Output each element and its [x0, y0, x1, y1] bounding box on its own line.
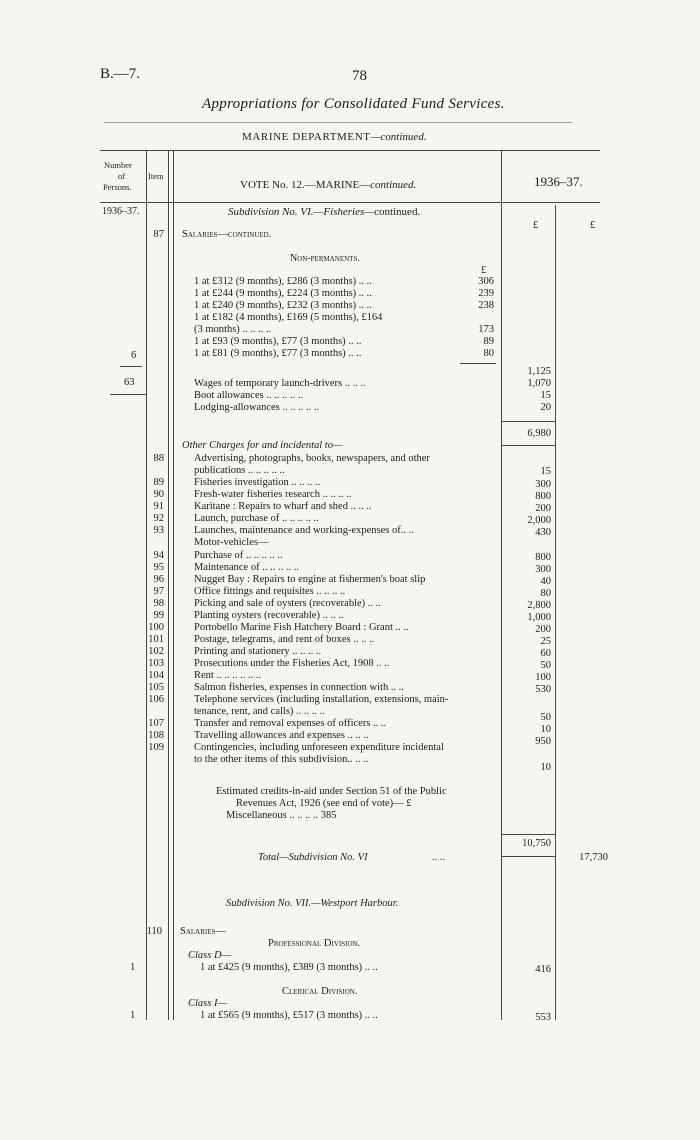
charge-row: Transfer and removal expenses of officers .. ..: [194, 718, 387, 729]
persons-header-3: Persons.: [103, 182, 132, 192]
item-number: 97: [153, 586, 164, 597]
page-title: Appropriations for Consolidated Fund Services.: [202, 96, 505, 112]
persons-header-2: of: [118, 171, 126, 181]
staff-row: (3 months) .. .. .. ..: [194, 324, 272, 335]
charge-amount: 15: [540, 466, 551, 477]
charge-amount: 2,000: [527, 515, 551, 526]
charge-row: Picking and sale of oysters (recoverable) .. ..: [194, 598, 381, 609]
staff-amount: 89: [483, 336, 494, 347]
charge-amount: 300: [535, 564, 551, 575]
staff-amount: 306: [478, 276, 494, 287]
item-number: 100: [148, 622, 164, 633]
item-number: 105: [148, 682, 164, 693]
item-number: 104: [148, 670, 164, 681]
charge-row: Travelling allowances and expenses .. .. ..: [194, 730, 369, 741]
charge-amount: 60: [540, 648, 551, 659]
class-d-amount: 416: [535, 964, 551, 975]
class-d-persons: 1: [130, 962, 136, 973]
charge-row: Rent .. .. .. .. .. ..: [194, 670, 262, 681]
col-rule-item: [168, 150, 169, 1020]
salaries-total-rule-bottom: [501, 445, 555, 446]
charge-row: Fisheries investigation .. .. .. ..: [194, 477, 321, 488]
item-number: 103: [148, 658, 164, 669]
charge-amount: 200: [535, 624, 551, 635]
department-name: MARINE DEPARTMENT: [242, 131, 371, 143]
subdivision-6-title: Subdivision No. VI.—Fisheries—: [228, 206, 375, 218]
item-number: 96: [153, 574, 164, 585]
non-permanents-heading: Non-permanents.: [290, 253, 360, 264]
col-rule-item-2: [173, 150, 174, 1020]
item-number: 94: [153, 550, 164, 561]
boot-row: Boot allowances .. .. .. .. ..: [194, 390, 304, 401]
other-charges-heading: Other Charges for and incidental to—: [182, 440, 343, 451]
year-header: 1936–37.: [534, 174, 583, 189]
charge-amount: 50: [540, 660, 551, 671]
class-i-label: Class I—: [188, 998, 227, 1009]
department-heading: [242, 131, 427, 143]
charge-row: Launches, maintenance and working-expenses of.. ..: [194, 525, 414, 536]
staff-row: 1 at £240 (9 months), £232 (3 months) .. ..: [194, 300, 372, 311]
charge-row: Contingencies, including unforeseen expenditure incidental: [194, 742, 444, 753]
staff-row: 1 at £81 (9 months), £77 (3 months) .. ..: [194, 348, 362, 359]
item-number: 106: [148, 694, 164, 705]
salaries-total-rule-top: [501, 421, 555, 422]
pound-sign-inner: £: [481, 265, 487, 276]
charge-row: Printing and stationery .. .. .. ..: [194, 646, 322, 657]
persons-total-rule: [110, 394, 146, 395]
charge-amount: 300: [535, 479, 551, 490]
col-rule-amount: [501, 150, 502, 1020]
charge-row: Postage, telegrams, and rent of boxes .. .. ..: [194, 634, 375, 645]
clerical-division-heading: Clerical Division.: [282, 986, 358, 997]
table-header-rule: [100, 202, 600, 203]
professional-division-heading: Professional Division.: [268, 938, 361, 949]
item-number: 101: [148, 634, 164, 645]
charge-amount: 10: [540, 724, 551, 735]
charge-row: Salmon fisheries, expenses in connection with .. ..: [194, 682, 404, 693]
item-number: 107: [148, 718, 164, 729]
credits-line-1: Estimated credits-in-aid under Section 51 of the Public: [216, 786, 447, 797]
charge-row: Office fittings and requisites .. .. .. ..: [194, 586, 346, 597]
subdivision-7-title: Subdivision No. VII.—Westport Harbour.: [226, 898, 399, 909]
charge-row: Motor-vehicles—: [194, 537, 269, 548]
charge-row: Advertising, photographs, books, newspapers, and other: [194, 453, 430, 464]
item-number: 95: [153, 562, 164, 573]
charge-row: Purchase of .. .. .. .. ..: [194, 550, 283, 561]
other-charges-total: 10,750: [522, 838, 551, 849]
pound-sign-amount: £: [533, 220, 539, 231]
charge-amount: 50: [540, 712, 551, 723]
charge-row: Planting oysters (recoverable) .. .. ..: [194, 610, 344, 621]
lodging-amount: 20: [540, 402, 551, 413]
subdivision-6-heading: [228, 206, 420, 218]
table-top-rule: [100, 150, 600, 151]
page-number: 78: [352, 68, 367, 84]
wages-row: Wages of temporary launch-drivers .. .. ..: [194, 378, 366, 389]
charge-row: Portobello Marine Fish Hatchery Board : Grant .. ..: [194, 622, 409, 633]
persons-year: 1936–37.: [102, 206, 140, 217]
boot-amount: 15: [540, 390, 551, 401]
item-number: 108: [148, 730, 164, 741]
page-ref: B.—7.: [100, 66, 141, 82]
charge-amount: 530: [535, 684, 551, 695]
subdivision-6-continued: continued.: [374, 206, 421, 218]
item-number: 87: [153, 229, 164, 240]
charge-amount: 40: [540, 576, 551, 587]
persons-subtotal-rule: [120, 366, 142, 367]
staff-row: 1 at £182 (4 months), £169 (5 months), £164: [194, 312, 383, 323]
item-number: 102: [148, 646, 164, 657]
other-total-rule-bottom: [501, 856, 555, 857]
persons-total: 63: [124, 377, 135, 388]
persons-count: 6: [131, 350, 137, 361]
pound-sign-total: £: [590, 220, 596, 231]
charge-row: Nugget Bay : Repairs to engine at fishermen's boat slip: [194, 574, 426, 585]
charge-row: Telephone services (including installation, extensions, main-: [194, 694, 449, 705]
item-number: 89: [153, 477, 164, 488]
staff-total: 1,125: [527, 366, 551, 377]
item-number: 92: [153, 513, 164, 524]
vote-heading: [240, 179, 416, 191]
staff-subtotal-rule: [460, 363, 496, 364]
vote-continued: continued.: [370, 179, 417, 191]
charge-row: Karitane : Repairs to wharf and shed .. .. ..: [194, 501, 372, 512]
item-number: 98: [153, 598, 164, 609]
item-number: 90: [153, 489, 164, 500]
item-number: 88: [153, 453, 164, 464]
item-header: Item: [148, 171, 164, 181]
charge-amount: 800: [535, 491, 551, 502]
charge-amount: 80: [540, 588, 551, 599]
charge-amount: 100: [535, 672, 551, 683]
lodging-row: Lodging-allowances .. .. .. .. ..: [194, 402, 320, 413]
wages-amount: 1,070: [527, 378, 551, 389]
item-number: 99: [153, 610, 164, 621]
title-rule: [104, 122, 572, 123]
vote-title: VOTE No. 12.—MARINE—: [240, 179, 371, 191]
charge-amount: 950: [535, 736, 551, 747]
col-rule-persons: [146, 150, 147, 1020]
charge-row: tenance, rent, and calls) .. .. .. ..: [194, 706, 325, 717]
subdivision-6-total-label: Total—Subdivision No. VI: [258, 852, 368, 863]
class-i-persons: 1: [130, 1010, 136, 1021]
charge-amount: 800: [535, 552, 551, 563]
persons-header-1: Number: [104, 160, 132, 170]
salaries-total: 6,980: [527, 428, 551, 439]
charge-amount: 2,800: [527, 600, 551, 611]
subdivision-6-grand-total: 17,730: [579, 852, 608, 863]
staff-amount: 173: [478, 324, 494, 335]
charge-amount: 430: [535, 527, 551, 538]
charge-row: Prosecutions under the Fisheries Act, 1908 .. ..: [194, 658, 390, 669]
item-number: 93: [153, 525, 164, 536]
class-i-amount: 553: [535, 1012, 551, 1023]
credits-line-2: Revenues Act, 1926 (see end of vote)— £: [236, 798, 412, 809]
charge-amount: 1,000: [527, 612, 551, 623]
salaries-heading: Salaries—continued.: [182, 229, 272, 240]
staff-row: 1 at £244 (9 months), £224 (3 months) .. ..: [194, 288, 372, 299]
staff-row: 1 at £312 (9 months), £286 (3 months) .. ..: [194, 276, 372, 287]
other-total-rule-top: [501, 834, 555, 835]
staff-amount: 238: [478, 300, 494, 311]
col-rule-total: [555, 205, 556, 1020]
class-d-label: Class D—: [188, 950, 231, 961]
class-d-row: 1 at £425 (9 months), £389 (3 months) .. ..: [200, 962, 378, 973]
subdivision-7-salaries: Salaries—: [180, 926, 226, 937]
staff-row: 1 at £93 (9 months), £77 (3 months) .. ..: [194, 336, 362, 347]
subdivision-6-total-leaders: .. ..: [432, 852, 446, 863]
charge-row: Fresh-water fisheries research .. .. .. ..: [194, 489, 352, 500]
staff-amount: 239: [478, 288, 494, 299]
item-number: 91: [153, 501, 164, 512]
charge-amount: 200: [535, 503, 551, 514]
charge-row: Launch, purchase of .. .. .. .. ..: [194, 513, 319, 524]
charge-row: publications .. .. .. .. ..: [194, 465, 285, 476]
class-i-row: 1 at £565 (9 months), £517 (3 months) .. ..: [200, 1010, 378, 1021]
item-number: 110: [146, 926, 162, 937]
credits-line-3: Miscellaneous .. .. .. .. 385: [226, 810, 337, 821]
department-continued: —continued.: [370, 131, 427, 143]
charge-amount: 25: [540, 636, 551, 647]
charge-row: to the other items of this subdivision.. .. ..: [194, 754, 369, 765]
charge-amount: 10: [540, 762, 551, 773]
charge-row: Maintenance of .. .. .. .. ..: [194, 562, 299, 573]
staff-amount: 80: [483, 348, 494, 359]
item-number: 109: [148, 742, 164, 753]
